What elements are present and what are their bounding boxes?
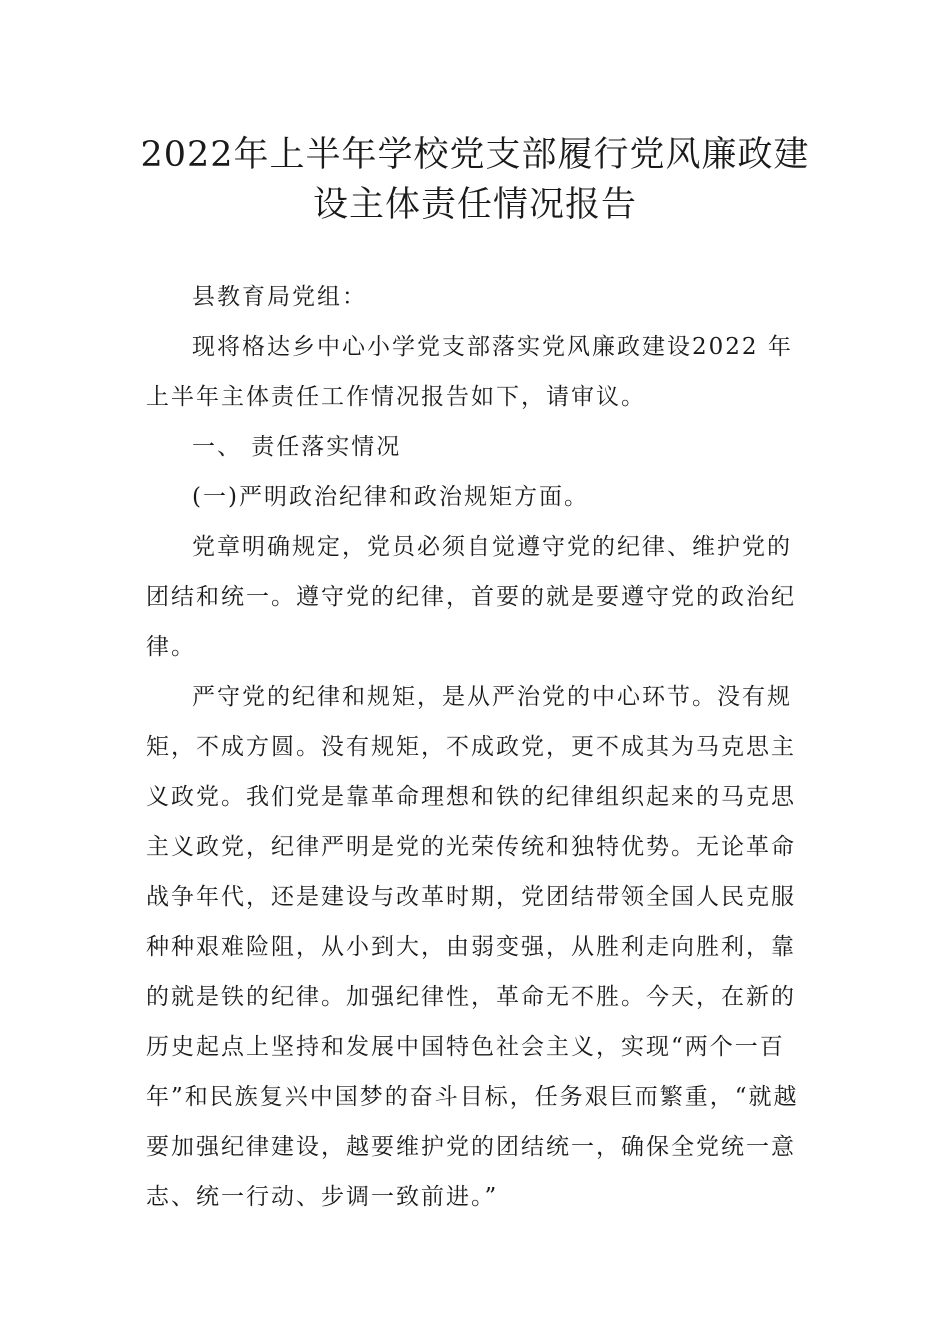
body-paragraph: 严守党的纪律和规矩，是从严治党的中心环节。没有规矩，不成方圆。没有规矩，不成政党，更不成其为马克思主义政党。我们党是靠革命理想和铁的纪律组织起来的马克思主义政党，纪律严明是党的光荣传统和独特优势。无论革命战争年代，还是建设与改革时期，党团结带领全国人民克服种种艰难险阻，从小到大，由弱变强，从胜利走向胜利，靠的就是铁的纪律。加强纪律性，革命无不胜。今天，在新的历史起点上坚持和发展中国特色社会主义，实现“两个一百年”和民族复兴中国梦的奋斗目标，任务艰巨而繁重，“就越要加强纪律建设，越要维护党的团结统一，确保全党统一意志、统一行动、步调一致前进。” bbox=[146, 684, 799, 1210]
document-title bbox=[140, 130, 810, 230]
title-line-1: 2022年上半年学校党支部履行党风廉政建 bbox=[140, 135, 810, 175]
title-line-2: 设主体责任情况报告 bbox=[312, 185, 637, 225]
document-body bbox=[146, 272, 806, 1222]
intro-paragraph: 现将格达乡中心小学党支部落实党风廉政建设2022 年上半年主体责任工作情况报告如下，请审议。 bbox=[146, 334, 793, 410]
body-paragraph: 党章明确规定，党员必须自觉遵守党的纪律、维护党的团结和统一。遵守党的纪律，首要的就是要遵守党的政治纪律。 bbox=[146, 534, 796, 660]
salutation: 县教育局党组： bbox=[192, 284, 367, 310]
subsection-heading: (一)严明政治纪律和政治规矩方面。 bbox=[192, 484, 589, 510]
section-heading: 一、 责任落实情况 bbox=[192, 434, 402, 460]
